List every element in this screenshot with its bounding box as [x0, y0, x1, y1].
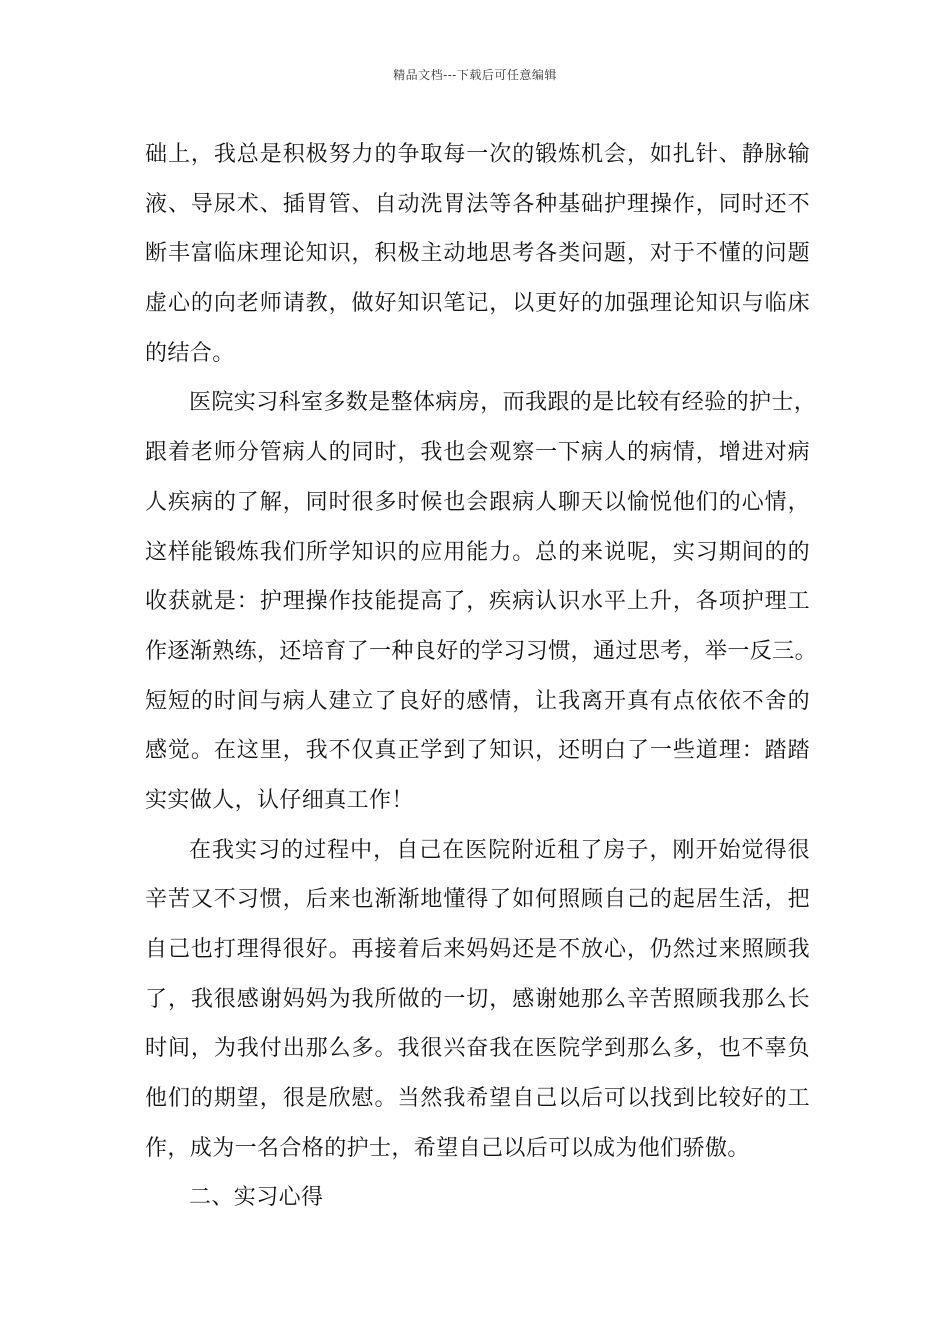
text-line: 实实做人，认仔细真工作！	[145, 787, 414, 813]
paragraph	[145, 378, 818, 825]
text-line: 作，成为一名合格的护士，希望自己以后可以成为他们骄傲。	[145, 1135, 750, 1161]
text-line: 断丰富临床理论知识，积极主动地思考各类问题，对于不懂的问题	[145, 241, 810, 267]
text-line: 这样能锻炼我们所学知识的应用能力。总的来说呢，实习期间的的	[145, 539, 810, 565]
text-line: 时间，为我付出那么多。我很兴奋我在医院学到那么多，也不辜负	[145, 1036, 810, 1062]
text-line: 在我实习的过程中，自己在医院附近租了房子，刚开始觉得很	[189, 837, 810, 863]
text-line: 作逐渐熟练，还培育了一种良好的学习习惯，通过思考，举一反三。	[145, 638, 818, 664]
text-line: 短短的时间与病人建立了良好的感情，让我离开真有点依依不舍的	[145, 688, 810, 714]
text-line: 础上，我总是积极努力的争取每一次的锻炼机会，如扎针、静脉输	[145, 142, 810, 167]
text-line: 跟着老师分管病人的同时，我也会观察一下病人的病情，增进对病	[145, 440, 810, 466]
paragraph	[145, 130, 810, 378]
text-line: 医院实习科室多数是整体病房，而我跟的是比较有经验的护士，	[189, 390, 817, 416]
document-body	[145, 130, 818, 1223]
text-line: 人疾病的了解，同时很多时候也会跟病人聊天以愉悦他们的心情，	[145, 489, 810, 515]
section-heading-text: 二、实习心得	[189, 1185, 324, 1211]
text-line: 收获就是：护理操作技能提高了，疾病认识水平上升，各项护理工	[145, 589, 810, 615]
text-line: 了，我很感谢妈妈为我所做的一切，感谢她那么辛苦照顾我那么长	[145, 986, 810, 1012]
text-line: 感觉。在这里，我不仅真正学到了知识，还明白了一些道理：踏踏	[145, 738, 810, 764]
text-line: 虚心的向老师请教，做好知识笔记，以更好的加强理论知识与临床	[145, 291, 810, 317]
paragraph	[145, 826, 810, 1174]
text-line: 的结合。	[145, 340, 235, 366]
text-line: 他们的期望，很是欣慰。当然我希望自己以后可以找到比较好的工	[145, 1086, 810, 1112]
section-heading	[145, 1173, 810, 1223]
page-header: 精品文档---下载后可任意编辑	[393, 68, 557, 82]
text-line: 自己也打理得很好。再接着后来妈妈还是不放心，仍然过来照顾我	[145, 937, 810, 962]
text-line: 辛苦又不习惯，后来也渐渐地懂得了如何照顾自己的起居生活，把	[145, 887, 810, 913]
text-line: 液、导尿术、插胃管、自动洗胃法等各种基础护理操作，同时还不	[145, 191, 810, 217]
